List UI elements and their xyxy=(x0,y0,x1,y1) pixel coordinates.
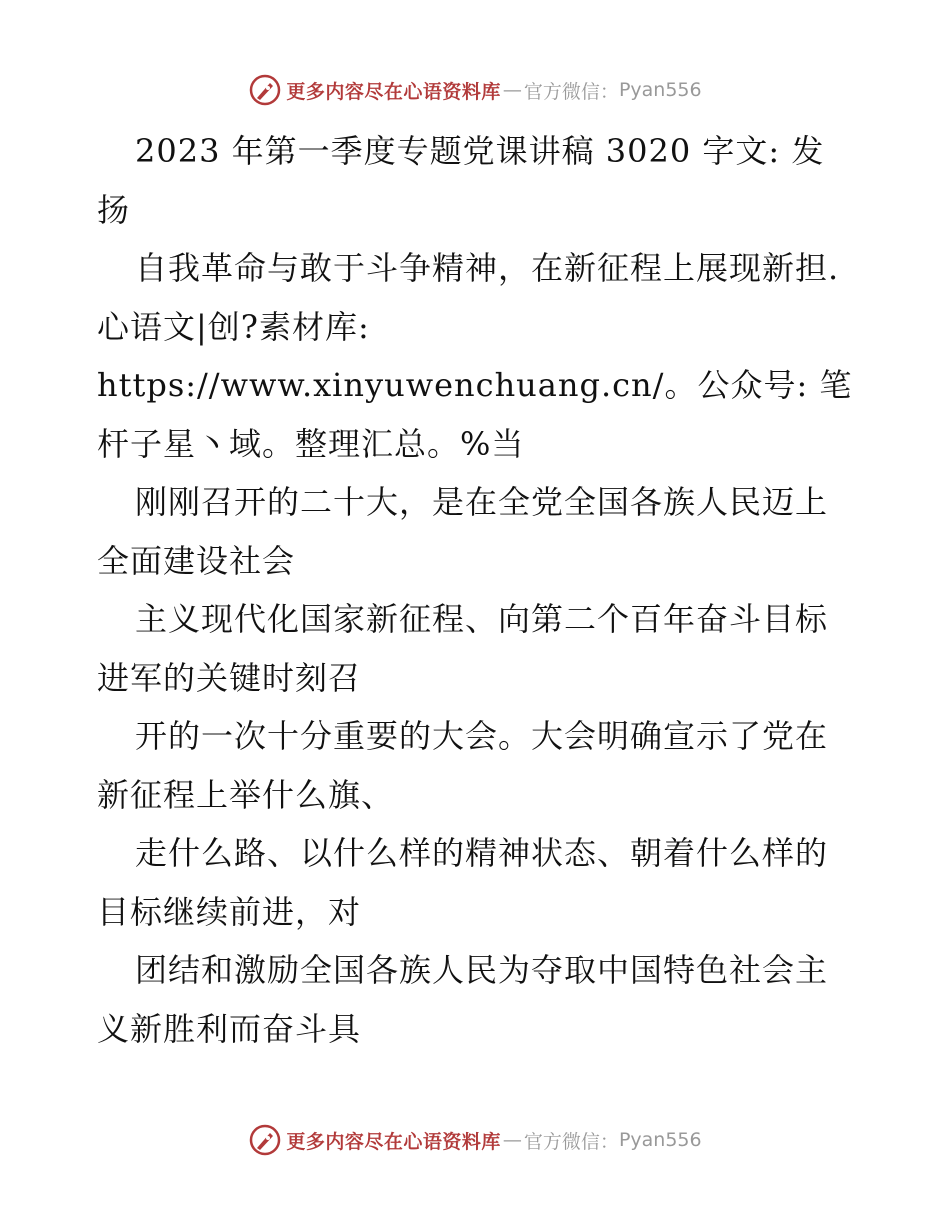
body-paragraph: 刚刚召开的二十大，是在全党全国各族人民迈上全面建设社会 xyxy=(97,483,829,580)
watermark-wechat-id: Pyan556 xyxy=(618,1129,702,1151)
watermark-main-text: 更多内容尽在心语资料库 xyxy=(286,80,501,103)
body-paragraph: 主义现代化国家新征程、向第二个百年奋斗目标进军的关键时刻召 xyxy=(97,600,829,697)
document-body xyxy=(97,122,857,1058)
pen-logo-icon xyxy=(248,73,282,107)
body-paragraph: 团结和激励全国各族人民为夺取中国特色社会主义新胜利而奋斗具 xyxy=(97,951,829,1048)
body-paragraph: 走什么路、以什么样的精神状态、朝着什么样的目标继续前进，对 xyxy=(97,834,829,931)
watermark-main-text: 更多内容尽在心语资料库 xyxy=(286,1130,501,1153)
body-paragraph: 开的一次十分重要的大会。大会明确宣示了党在新征程上举什么旗、 xyxy=(97,717,829,814)
document-title-paragraph: 2023 年第一季度专题党课讲稿 3020 字文: 发扬 xyxy=(97,132,825,229)
watermark-dash: — xyxy=(502,79,522,101)
watermark-wechat-id: Pyan556 xyxy=(618,79,702,101)
watermark-label: 官方微信： xyxy=(523,80,619,103)
watermark-label: 官方微信： xyxy=(523,1130,619,1153)
pen-logo-icon xyxy=(248,1123,282,1157)
body-paragraph: 自我革命与敢于斗争精神，在新征程上展现新担.心语文|创?素材库: https://www.xinyuwenchuang.cn/。公众号: 笔杆子星丶域。整理汇总。%当 xyxy=(97,249,853,463)
header-watermark xyxy=(0,70,950,110)
footer-watermark xyxy=(0,1120,950,1160)
watermark-dash: — xyxy=(502,1129,522,1151)
